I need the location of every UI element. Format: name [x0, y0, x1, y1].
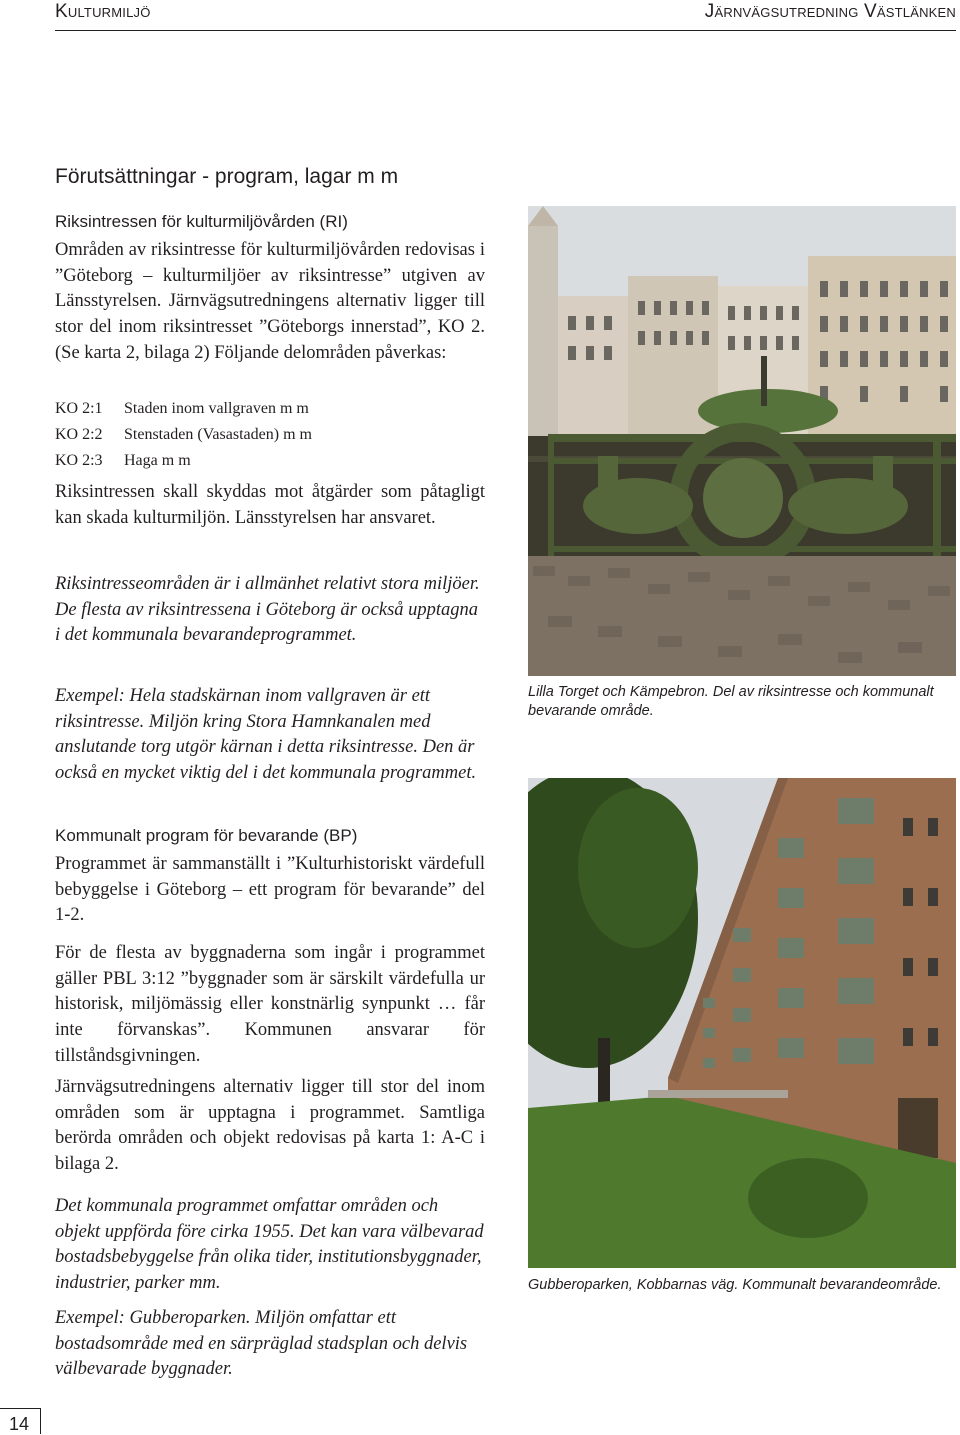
ri-paragraph-2: Riksintressen skall skyddas mot åtgärder som påtagligt kan skada kulturmiljön. Länsstyrelsen har ansvaret. — [55, 482, 485, 528]
bp-paragraph-1: Programmet är sammanställt i ”Kulturhistoriskt värdefull bebyggelse i Göteborg – ett program för bevarande” del 1-2. — [55, 854, 485, 926]
page-number-rule — [0, 1408, 40, 1409]
photo-lilla-torget-image — [528, 206, 956, 676]
section-title: Förutsättningar - program, lagar m m — [55, 165, 399, 188]
ri-heading: Riksintressen för kulturmiljövården (RI) — [55, 212, 348, 231]
bp-paragraph-3: Järnvägsutredningens alternativ ligger till stor del inom områden som är upptagna i programmet. Samtliga berörda områden och objekt redovisas på karta 1: A-C i bilaga 2. — [55, 1077, 485, 1175]
ko-item — [55, 422, 485, 448]
header-rule — [55, 30, 956, 31]
ko-name: Staden inom vallgraven m m — [124, 400, 309, 417]
photo-caption-gubberoparken: Gubberoparken, Kobbarnas väg. Kommunalt bevarandeområde. — [528, 1277, 942, 1293]
bp-italic-note-2: Exempel: Gubberoparken. Miljön omfattar ett bostadsområde med en särpräglad stadsplan och delvis välbevarade byggnader. — [55, 1308, 468, 1380]
running-header-right: Järnvägsutredning Västlänken — [704, 1, 956, 22]
photo-caption-lilla-torget: Lilla Torget och Kämpebron. Del av riksintresse och kommunalt bevarande område. — [528, 684, 934, 719]
photo-lilla-torget — [528, 206, 956, 676]
ko-code: KO 2:3 — [55, 452, 103, 469]
bp-paragraph-2: För de flesta av byggnaderna som ingår i programmet gäller PBL 3:12 ”byggnader som är särskilt värdefulla ur historisk, miljömässig eller konstnärlig synpunkt … får inte förvanskas”. Kommunen ansvarar för tillståndsgivningen. — [55, 943, 485, 1066]
page-number: 14 — [9, 1414, 30, 1434]
ko-name: Stenstaden (Vasastaden) m m — [124, 426, 312, 443]
ri-italic-note-1: Riksintresseområden är i allmänhet relativt stora miljöer. De flesta av riksintressena i Göteborg är också upptagna i det kommunala bevarandeprogrammet. — [55, 574, 480, 646]
ko-item — [55, 396, 485, 422]
ri-italic-note-2: Exempel: Hela stadskärnan inom vallgraven är ett riksintresse. Miljön kring Stora Hamnkanalen med anslutande torg utgör kärnan i detta riksintresse. Den är också en mycket viktig del i det kommunala programmet. — [55, 686, 477, 784]
ko-code: KO 2:1 — [55, 400, 103, 417]
page-number-rule-vertical — [40, 1408, 41, 1434]
running-header-left: Kulturmiljö — [55, 1, 151, 22]
ri-paragraph-1: Områden av riksintresse för kulturmiljövården redovisas i ”Göteborg – kulturmiljöer av riksintresse” utgiven av Länsstyrelsen. Järnvägsutredningens alternativ ligger till stor del inom riksintresset ”Göteborgs innerstad”, KO 2. (Se karta 2, bilaga 2) Följande delområden påverkas: — [55, 240, 485, 363]
bp-italic-note-1: Det kommunala programmet omfattar områden och objekt uppförda före cirka 1955. Det kan vara välbevarad bostadsbebyggelse från olika tider, institutionsbyggnader, industrier, parker mm. — [55, 1196, 484, 1294]
photo-gubberoparken — [528, 778, 956, 1268]
ko-name: Haga m m — [124, 452, 191, 469]
ko-code: KO 2:2 — [55, 426, 103, 443]
photo-gubberoparken-image — [528, 778, 956, 1268]
bp-heading: Kommunalt program för bevarande (BP) — [55, 826, 358, 845]
ko-item — [55, 448, 485, 474]
ko-list — [55, 396, 485, 474]
